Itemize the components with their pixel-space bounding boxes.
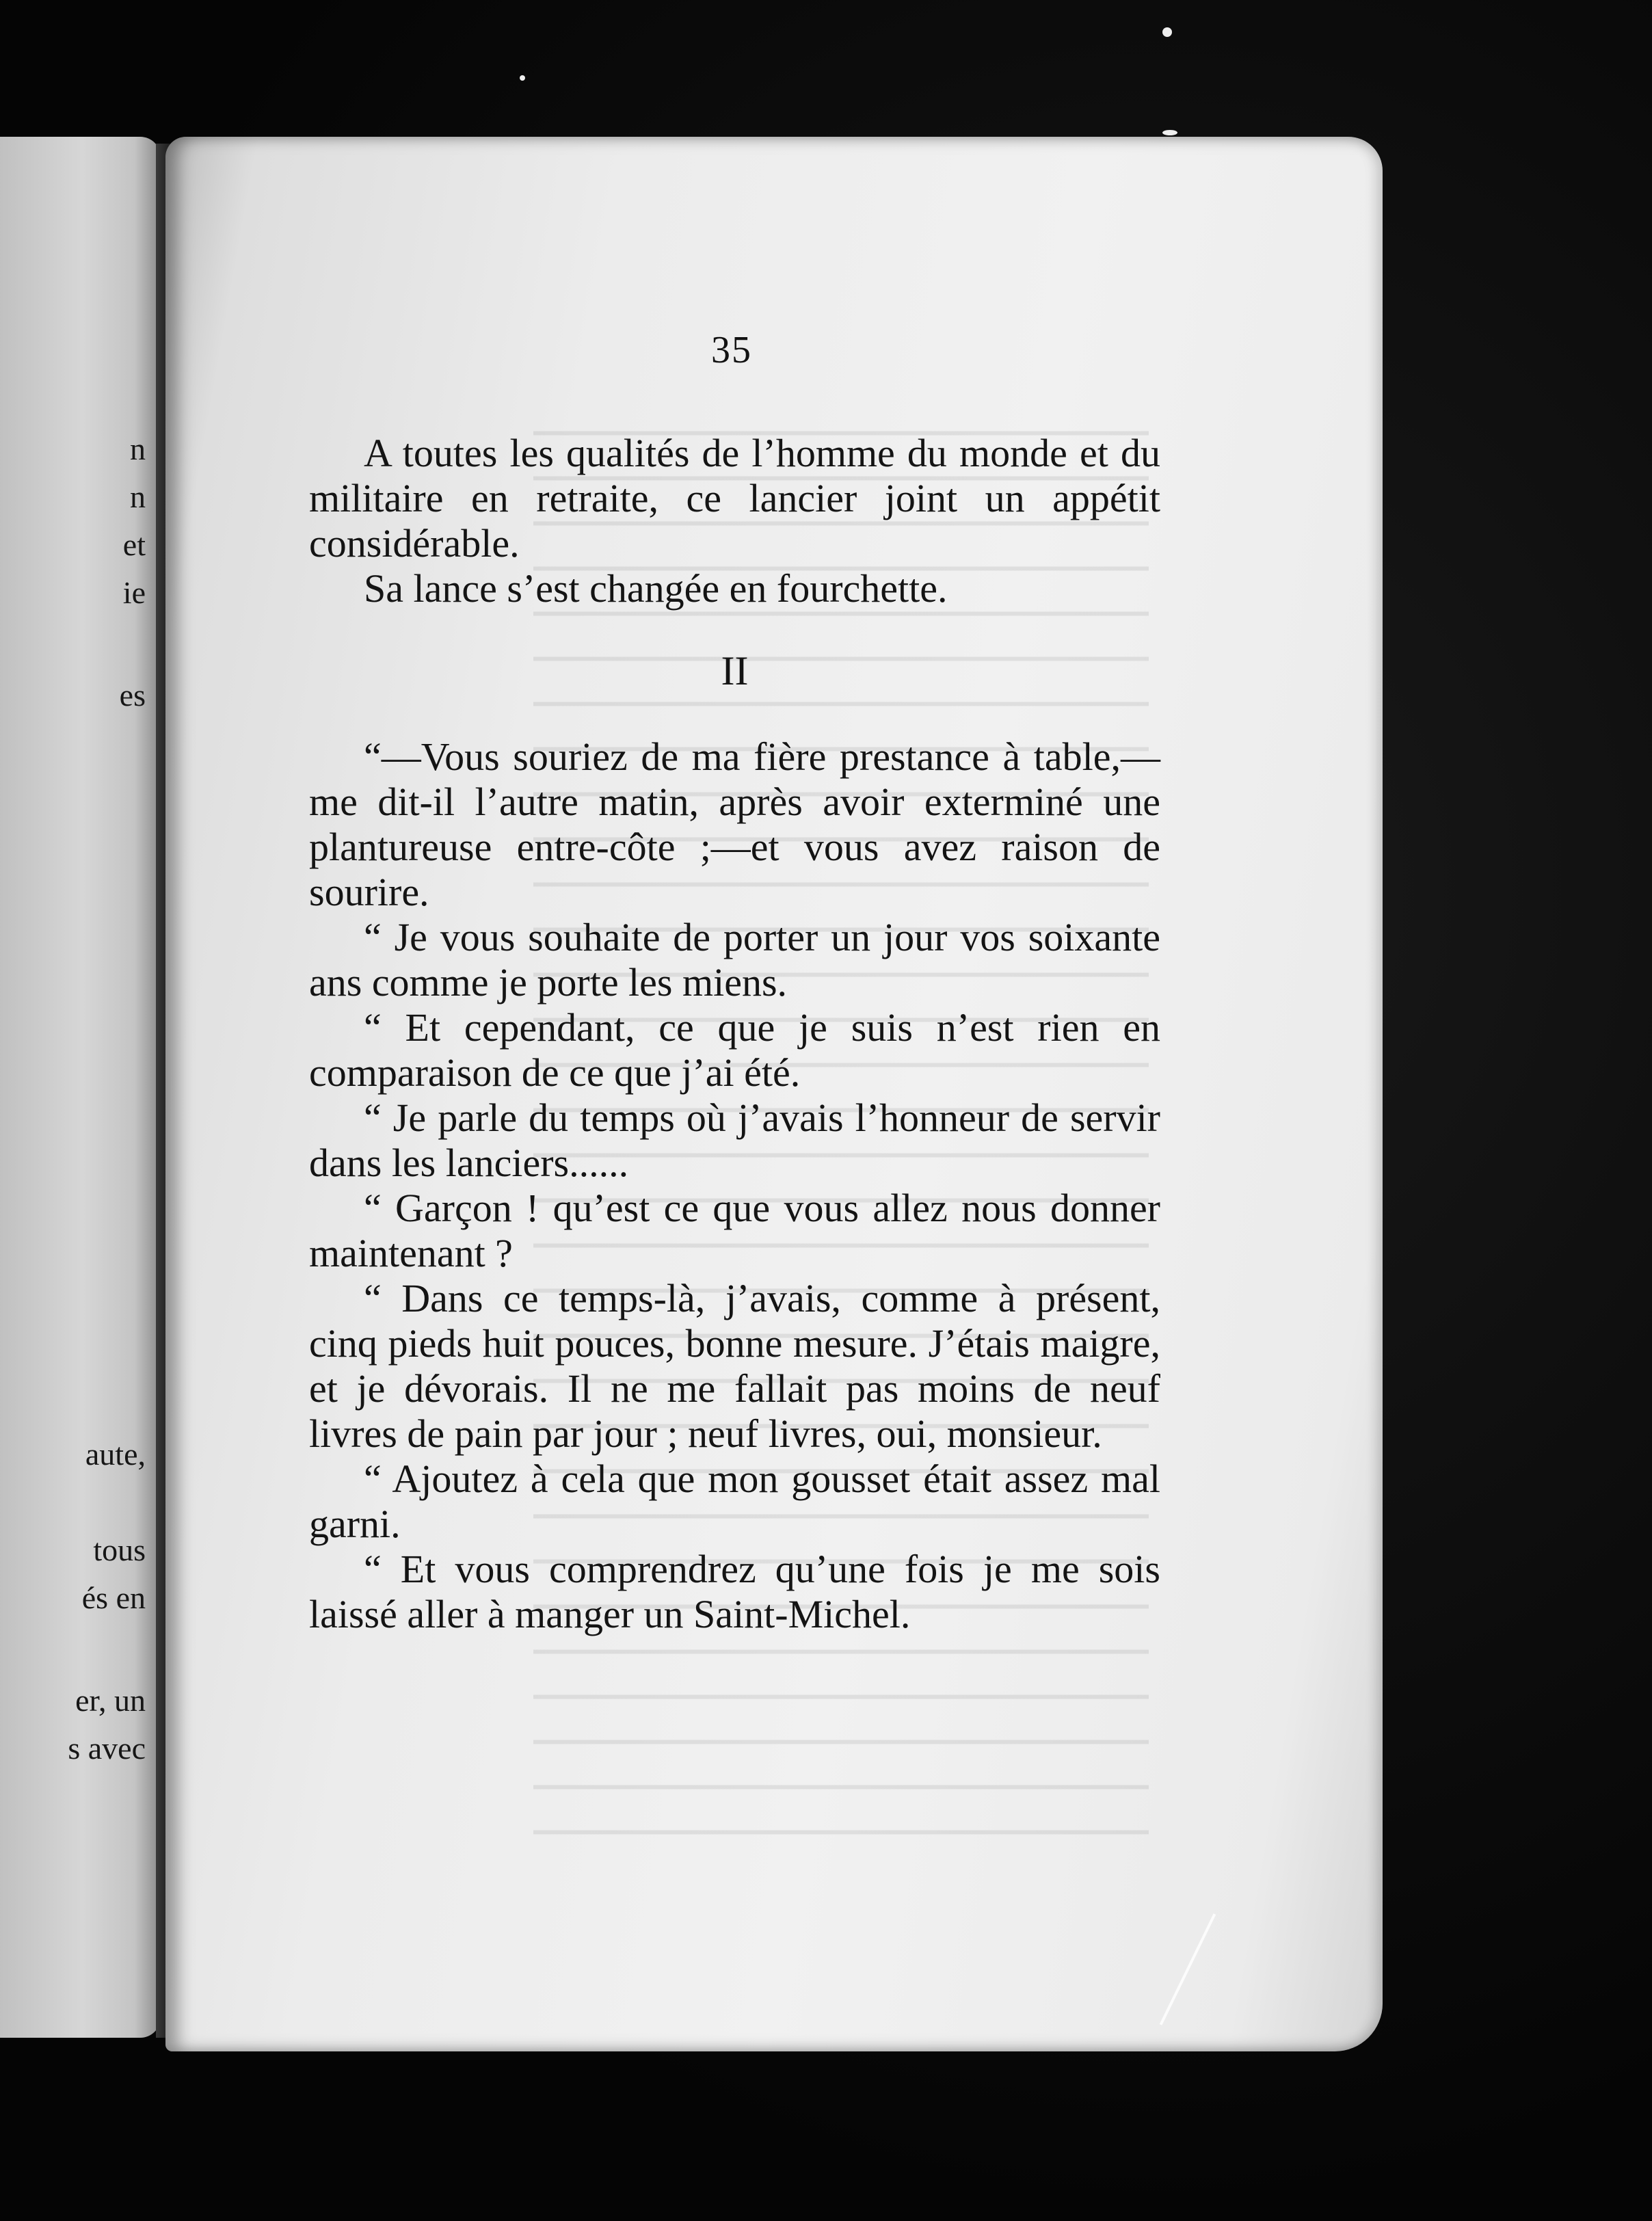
left-fragment: es: [119, 678, 146, 713]
left-fragment: ie: [122, 575, 146, 610]
paragraph: Sa lance s’est changée en fourchette.: [364, 566, 948, 611]
left-fragment: s avec: [68, 1731, 146, 1766]
paragraph: “ Je parle du temps où j’avais l’honneur de servir dans les lanciers......: [309, 1095, 1160, 1185]
dust-speck: [520, 75, 525, 81]
paragraph: “ Et cependant, ce que je suis n’est rien en comparaison de ce que j’ai été.: [309, 1005, 1160, 1095]
left-fragment: tous: [93, 1532, 146, 1567]
paragraph: A toutes les qualités de l’homme du monde et du militaire en retraite, ce lancier joint un appétit considérable.: [309, 431, 1160, 566]
paragraph: “ Garçon ! qu’est ce que vous allez nous donner maintenant ?: [309, 1186, 1160, 1275]
paragraph: “—Vous souriez de ma fière prestance à table,—me dit-il l’autre matin, après avoir exterminé une plantureuse entre-côte ;—et vous avez raison de sourire.: [309, 734, 1160, 914]
page-body: [309, 431, 1160, 1637]
dust-speck: [1162, 130, 1177, 135]
page-number: 35: [711, 329, 752, 371]
left-fragment: aute,: [85, 1437, 146, 1472]
left-fragment: er, un: [75, 1683, 146, 1718]
left-page: [0, 137, 161, 2038]
left-fragment: et: [122, 527, 146, 562]
paragraph: “ Je vous souhaite de porter un jour vos soixante ans comme je porte les miens.: [309, 915, 1160, 1005]
section-heading: II: [721, 648, 749, 693]
paragraph: “ Dans ce temps-là, j’avais, comme à présent, cinq pieds huit pouces, bonne mesure. J’étais maigre, et je dévorais. Il ne me fallait pas moins de neuf livres de pain par jour ; neuf livres, oui, monsieur.: [309, 1276, 1160, 1456]
left-page-fragments: [36, 137, 146, 2038]
paragraph: “ Et vous comprendrez qu’une fois je me sois laissé aller à manger un Saint-Michel.: [309, 1547, 1160, 1636]
left-fragment: n: [130, 431, 146, 466]
left-fragment: n: [130, 479, 146, 514]
left-fragment: és en: [81, 1580, 146, 1615]
dust-speck: [1162, 27, 1172, 37]
paragraph: “ Ajoutez à cela que mon gousset était assez mal garni.: [309, 1457, 1160, 1546]
